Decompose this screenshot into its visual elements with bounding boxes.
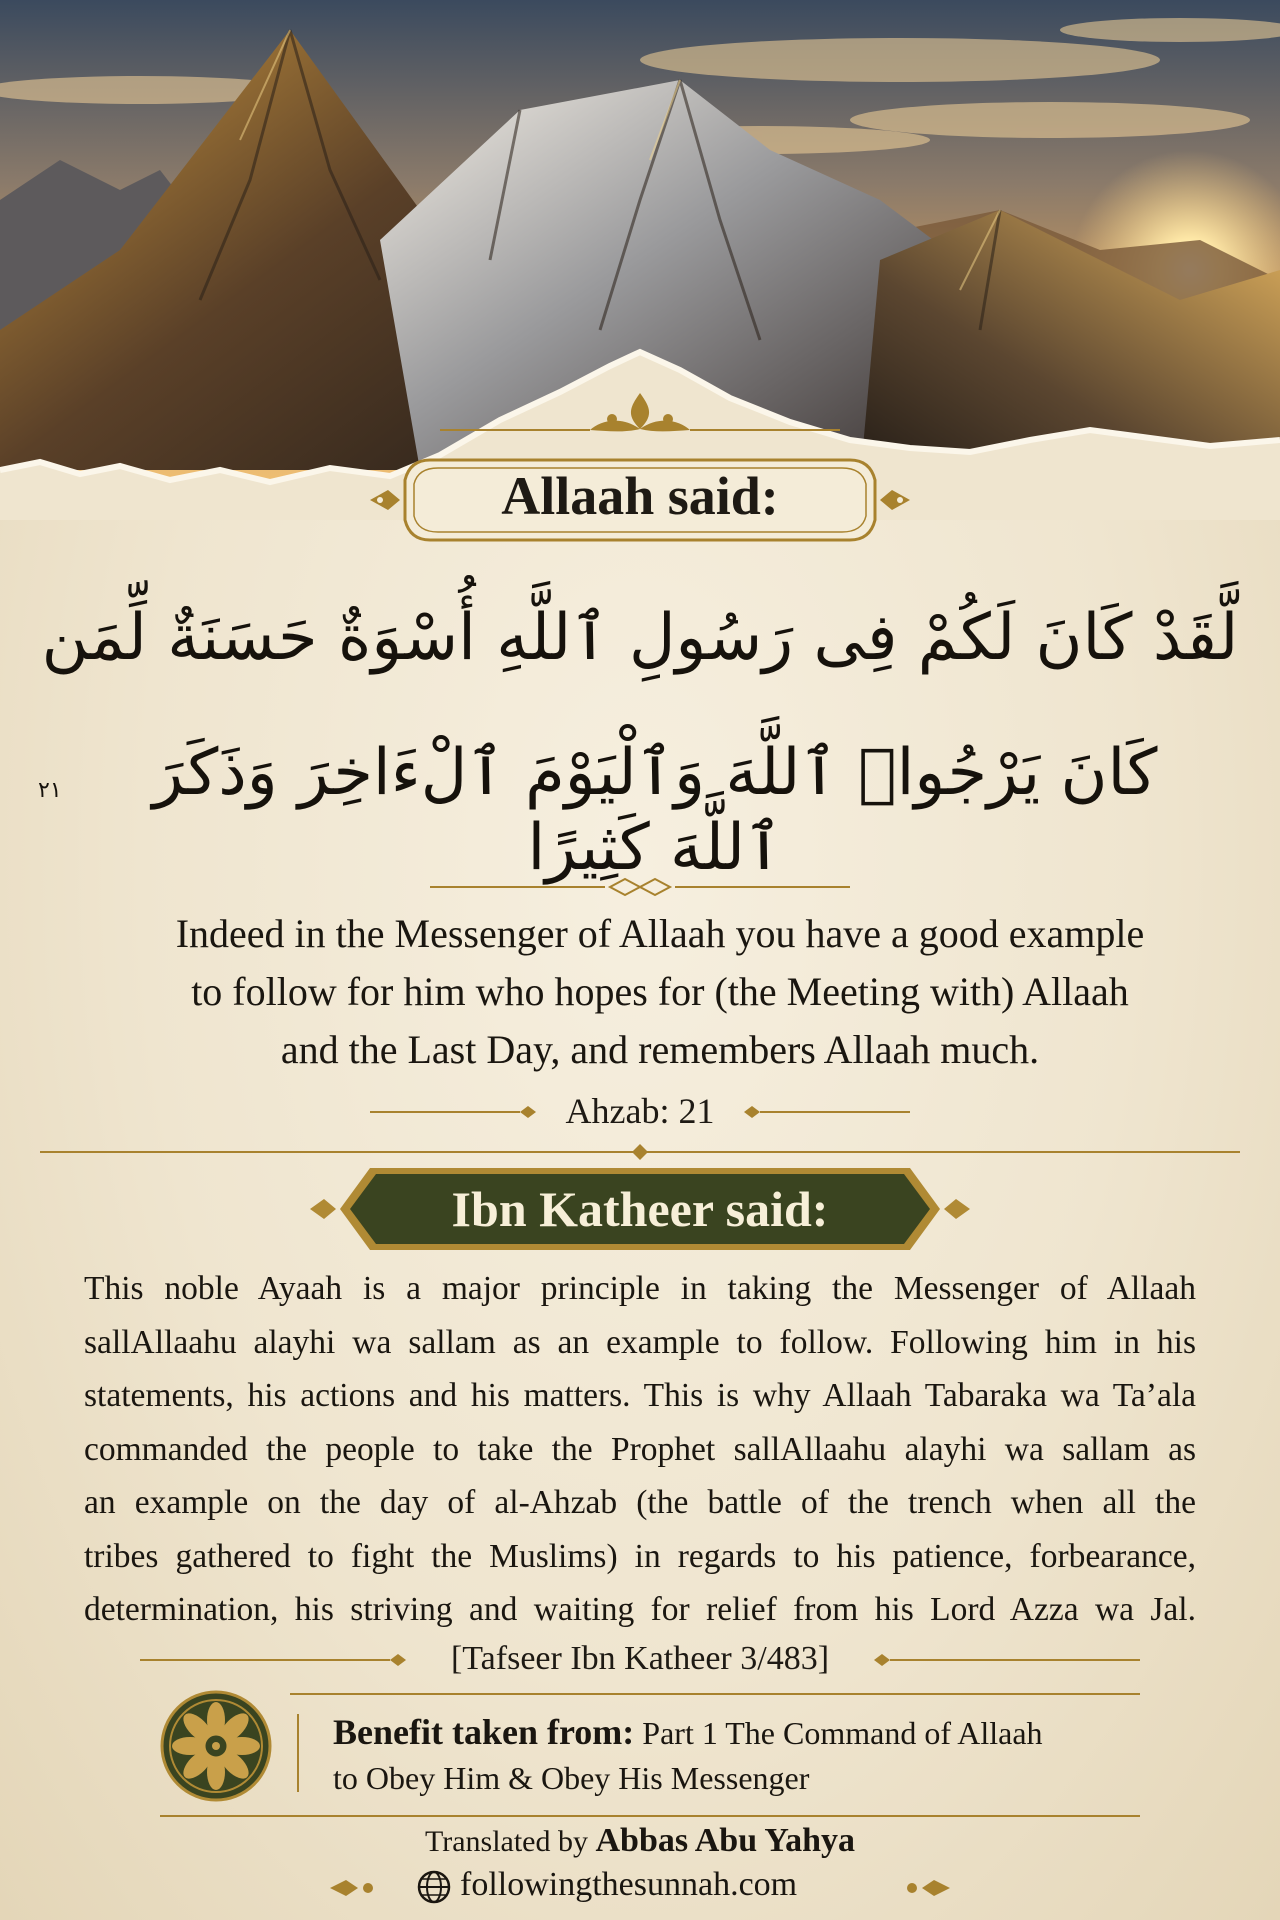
body-line: an example on the day of al-Ahzab (the battle of the trench when all the (84, 1484, 1196, 1521)
divider-ornament-icon (430, 872, 850, 902)
translator-credit (0, 1822, 1280, 1860)
body-line: This noble Ayaah is a major principle in taking the Messenger of Allaah (84, 1270, 1196, 1307)
benefit-title-line-2: to Obey Him & Obey His Messenger (333, 1760, 810, 1796)
body-line: statements, his actions and his matters. This is why Allaah Tabaraka wa Ta’ala (84, 1377, 1196, 1414)
ibn-katheer-heading: Ibn Katheer said: (451, 1181, 829, 1237)
body-line: determination, his striving and waiting for relief from his Lord Azza wa Jal. (84, 1591, 1196, 1628)
body-line: tribes gathered to fight the Muslims) in regards to his patience, forbearance, (84, 1537, 1196, 1575)
verse-number: ٢١ (38, 778, 62, 803)
credit-prefix: Translated by (424, 1825, 588, 1858)
translation-line: to follow for him who hopes for (the Meeting with) Allaah (191, 969, 1129, 1014)
benefit-source (333, 1710, 1193, 1801)
benefit-label: Benefit taken from: (333, 1712, 635, 1752)
allaah-said-heading: Allaah said: (501, 466, 779, 526)
body-line: sallAllaahu alayhi wa sallam as an example to follow. Following him in his (84, 1323, 1196, 1361)
website-link[interactable]: followingthesunnah.com (460, 1866, 798, 1903)
body-line: commanded the people to take the Prophet sallAllaahu alayhi wa sallam as (84, 1430, 1196, 1468)
globe-icon (416, 1869, 452, 1905)
translation-line: and the Last Day, and remembers Allaah much. (280, 1027, 1040, 1072)
verse-translation (120, 905, 1200, 1079)
floral-ornament-icon (440, 385, 840, 445)
section-divider (40, 1140, 1240, 1164)
tafseer-body (84, 1262, 1196, 1637)
tafseer-reference: [Tafseer Ibn Katheer 3/483] (450, 1640, 830, 1677)
arabic-verse-line-2: كَانَ يَرْجُوا۟ ٱللَّهَ وَٱلْيَوْمَ ٱلْءَاخِرَ وَذَكَرَ ٱللَّهَ كَثِيرًا (152, 736, 1158, 885)
benefit-title-line-1: Part 1 The Command of Allaah (642, 1715, 1043, 1751)
translator-name: Abbas Abu Yahya (595, 1822, 856, 1859)
verse-reference: Ahzab: 21 (565, 1091, 715, 1131)
translation-line: Indeed in the Messenger of Allaah you have a good example (175, 911, 1145, 956)
arabic-verse-line-1: لَّقَدْ كَانَ لَكُمْ فِى رَسُولِ ٱللَّهِ أُسْوَةٌ حَسَنَةٌ لِّمَن (41, 601, 1239, 675)
rosette-medallion-icon (160, 1690, 272, 1802)
